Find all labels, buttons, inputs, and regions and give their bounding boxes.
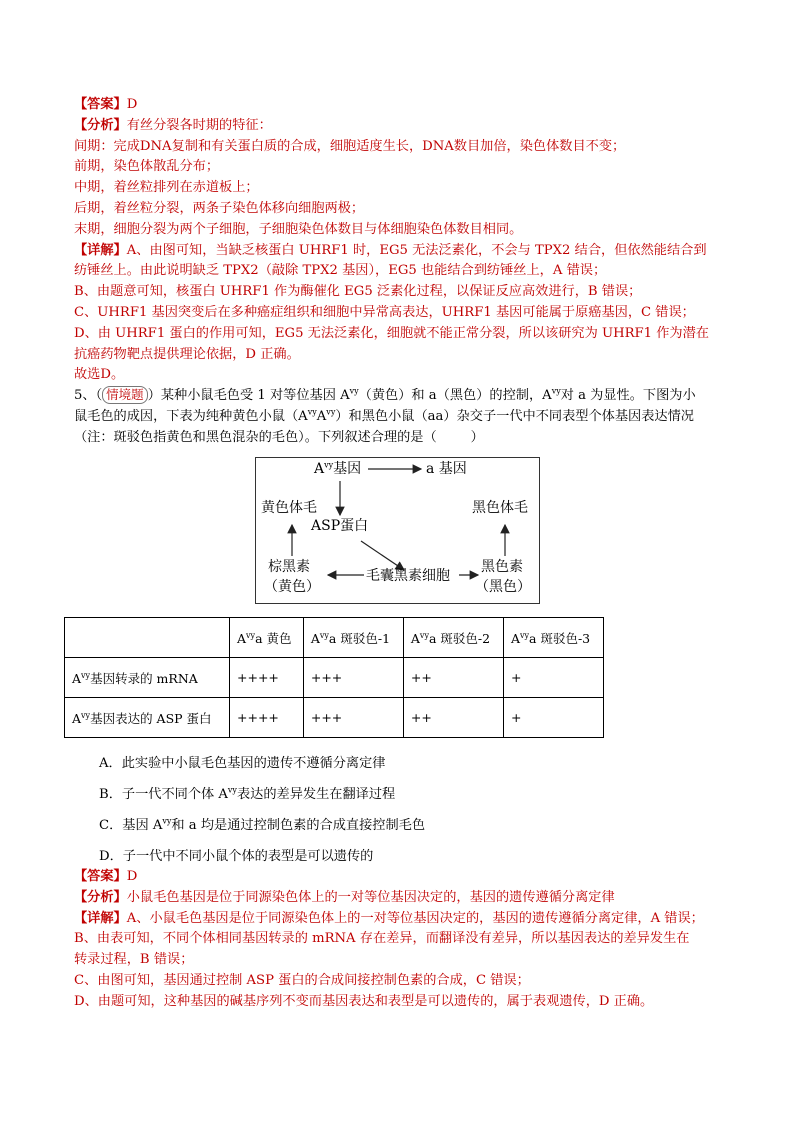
- row-label-mrna: $A^{vy}$基因转录的 mRNA: [65, 658, 230, 698]
- scenario-badge: 情境题: [102, 386, 148, 404]
- table-cell: ++: [403, 698, 503, 738]
- option-b[interactable]: B．子一代不同个体 $A^{vy}$表达的差异发生在翻译过程: [99, 785, 396, 802]
- detail-line: D、由 UHRF1 蛋白的作用可知，EG5 无法泛素化，细胞就不能正常分裂，所以该研究为 UHRF1 作为潜在: [74, 325, 709, 341]
- table-header-cell: [65, 618, 230, 658]
- gene-avy-label: $A^{vy}$基因: [314, 460, 362, 477]
- brown-pigment-label: 棕黑素: [268, 559, 310, 575]
- table-cell: +++: [303, 658, 403, 698]
- question-4-solution: [74, 95, 734, 449]
- phase-line: 后期，着丝粒分裂，两条子染色体移向细胞两极；: [74, 200, 365, 216]
- detail-line: D、由题可知，这种基因的碱基序列不变而基因表达和表型是可以遗传的，属于表观遗传，D 正确。: [74, 993, 654, 1009]
- detail-line: 纺锤丝上。由此说明缺乏 TPX2（敲除 TPX2 基因），EG5 也能结合到纺锤丝上，A 错误；: [74, 263, 607, 279]
- table-row: [65, 658, 604, 698]
- expression-table: [64, 617, 604, 738]
- phase-line: 前期，染色体散乱分布；: [74, 159, 220, 175]
- coat-color-diagram: [255, 457, 540, 604]
- question-5-stem: 鼠毛色的成因，下表为纯种黄色小鼠$(A^{vy}A^{vy})$和黑色小鼠（aa）杂交子一代中不同表型个体基因表达情况: [74, 407, 694, 424]
- detail-line: 【详解】A、小鼠毛色基因是位于同源染色体上的一对等位基因决定的，基因的遗传遵循分离定律，A 错误；: [74, 910, 704, 926]
- asp-protein-label: ASP蛋白: [311, 518, 369, 534]
- table-header-cell: $A^{vy}a$ 斑驳色-3: [503, 618, 603, 658]
- conclusion-line: 故选D。: [74, 367, 125, 383]
- table-cell: +: [503, 698, 603, 738]
- option-a[interactable]: A．此实验中小鼠毛色基因的遗传不遵循分离定律: [99, 756, 386, 771]
- detail-line: C、UHRF1 基因突变后在多种癌症组织和细胞中异常高表达，UHRF1 基因可能属于原癌基因，C 错误；: [74, 304, 695, 320]
- table-cell: +: [503, 658, 603, 698]
- gene-a-label: a 基因: [426, 461, 467, 477]
- table-cell: ++++: [230, 658, 304, 698]
- detail-line: 转录过程，B 错误；: [74, 952, 194, 968]
- phase-line: 末期，细胞分裂为两个子细胞，子细胞染色体数目与体细胞染色体数目相同。: [74, 221, 523, 237]
- phase-line: 中期，着丝粒排列在赤道板上；: [74, 180, 259, 196]
- answer-line: 【答案】D: [74, 97, 138, 112]
- arrow-asp-to-follicle: [361, 541, 404, 570]
- table-header-row: [65, 618, 604, 658]
- black-pigment-note: （黑色）: [475, 579, 531, 595]
- option-d[interactable]: D．子一代中不同小鼠个体的表型是可以遗传的: [99, 849, 374, 864]
- question-5-stem: 5、（ 情境题 ）某种小鼠毛色受 1 对等位基因 $A^{vy}$（黄色）和 a（黑色）的控制，$A^{vy}$对 a 为显性。下图为小: [74, 386, 696, 404]
- options-list: [99, 748, 425, 872]
- question-5-solution: [74, 867, 734, 1013]
- detail-line: B、由表可知，不同个体相同基因转录的 mRNA 存在差异，而翻译没有差异，所以基因表达的差异发生在: [74, 931, 690, 947]
- follicle-cell-label: 毛囊黑素细胞: [366, 568, 450, 584]
- row-label-asp: $A^{vy}$基因表达的 ASP 蛋白: [65, 698, 230, 738]
- detail-line: C、由图可知，基因通过控制 ASP 蛋白的合成间接控制色素的合成，C 错误；: [74, 972, 530, 988]
- phase-line: 间期：完成DNA复制和有关蛋白质的合成，细胞适度生长，DNA数目加倍，染色体数目不变；: [74, 138, 626, 154]
- table-row: [65, 698, 604, 738]
- black-hair-label: 黑色体毛: [472, 500, 528, 516]
- table-cell: ++: [403, 658, 503, 698]
- analysis-line: 【分析】有丝分裂各时期的特征：: [74, 117, 272, 133]
- table-cell: ++++: [230, 698, 304, 738]
- detail-line: 【详解】A、由图可知，当缺乏核蛋白 UHRF1 时，EG5 无法泛素化，不会与 TPX2 结合，但依然能结合到: [74, 242, 707, 258]
- detail-line: 抗癌药物靶点提供理论依据，D 正确。: [74, 346, 300, 362]
- table-header-cell: $A^{vy}a$ 黄色: [230, 618, 304, 658]
- brown-pigment-note: （黄色）: [264, 579, 320, 595]
- yellow-hair-label: 黄色体毛: [261, 500, 317, 516]
- question-5-stem: （注：斑驳色指黄色和黑色混杂的毛色）。下列叙述合理的是（ ）: [74, 429, 484, 445]
- table-header-cell: $A^{vy}a$ 斑驳色-2: [403, 618, 503, 658]
- option-c[interactable]: C．基因 $A^{vy}$和 a 均是通过控制色素的合成直接控制毛色: [99, 816, 426, 833]
- answer-line: 【答案】D: [74, 869, 138, 884]
- black-pigment-label: 黑色素: [481, 559, 523, 575]
- detail-line: B、由题意可知，核蛋白 UHRF1 作为酶催化 EG5 泛素化过程，以保证反应高效进行，B 错误；: [74, 284, 642, 300]
- table-cell: +++: [303, 698, 403, 738]
- analysis-line: 【分析】小鼠毛色基因是位于同源染色体上的一对等位基因决定的，基因的遗传遵循分离定律: [74, 889, 615, 905]
- table-header-cell: $A^{vy}a$ 斑驳色-1: [303, 618, 403, 658]
